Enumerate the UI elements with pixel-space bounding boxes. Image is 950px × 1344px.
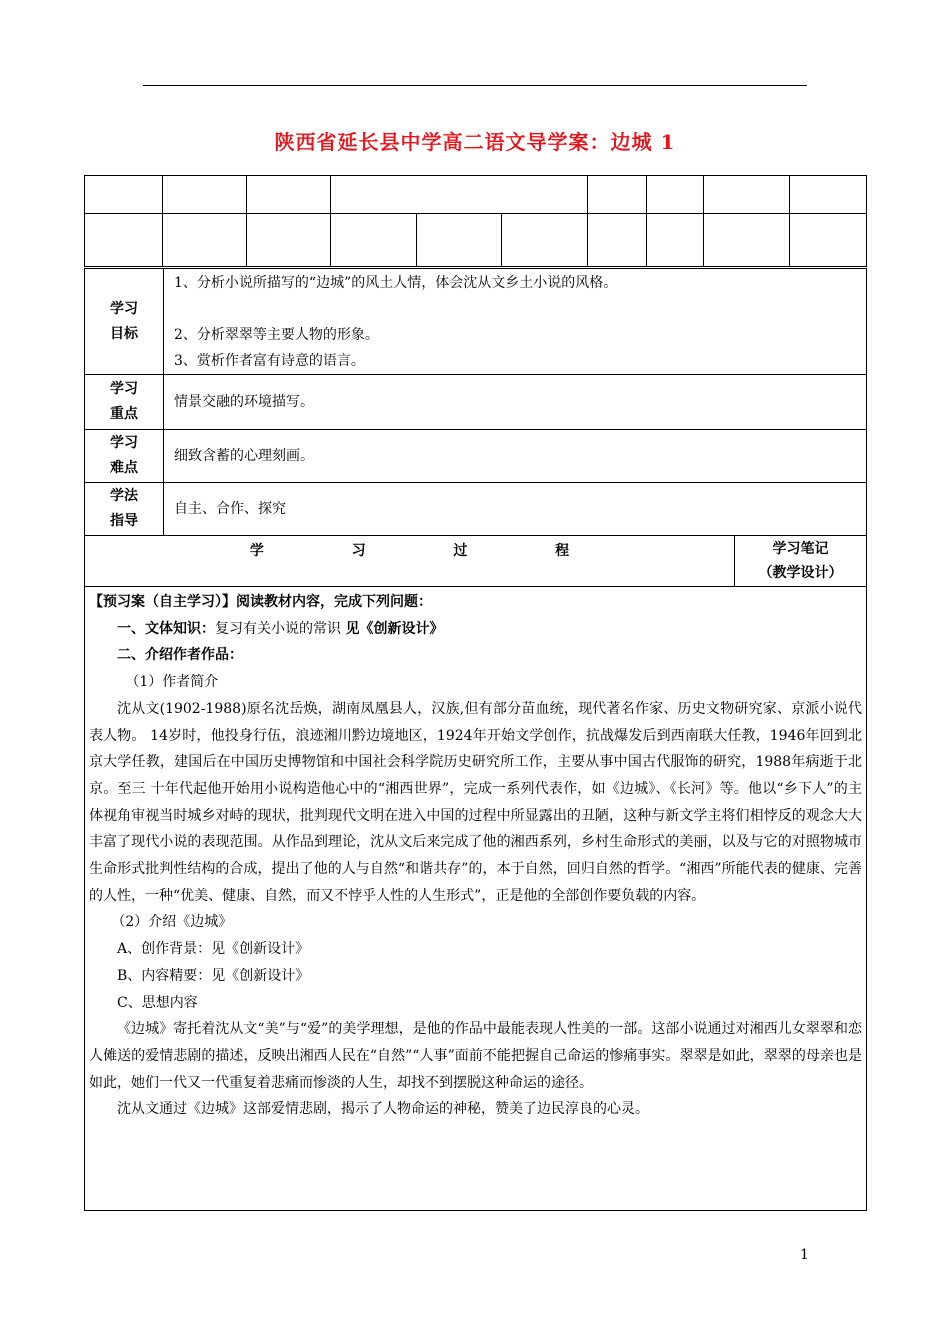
grid-cell bbox=[789, 176, 866, 214]
grid-cell bbox=[588, 176, 646, 214]
grid-cell bbox=[502, 214, 588, 267]
grid-cell bbox=[163, 214, 247, 267]
difficulty-label-text: 学习难点 bbox=[109, 435, 138, 476]
author-bio: 沈从文(1902-1988)原名沈岳焕，湖南凤凰县人，汉族,但有部分苗血统，现代著名作家、历史文物研究家、京派小说代表人物。 14岁时，他投身行伍，浪迹湘川黔边境地区，1924年开始文学创作，抗战爆发后到西南联大任教，1946年回到北京大学任教，建国后在中国历史博物馆和中国社会科学院历史研究所工作，主要从事中国古代服饰的研究，1988年病逝于北京。至三 十年代起他开始用小说构造他心中的“湘西世界”，完成一系列代表作，如《边城》、《长河》等。他以“乡下人”的主体视角审视当时城乡对峙的现状，批判现代文明在进入中国的过程中所显露出的丑陋，这种与新文学主将们相悖反的观念大大丰富了现代小说的表现范围。从作品到理论，沈从文后来完成了他的湘西系列，乡村生命形式的美丽，以及与它的对照物城市生命形式批判性结构的合成，提出了他的人与自然“和谐共存”的，本于自然，回归自然的哲学。“湘西”所能代表的健康、完善的人性，一种“优美、健康、自然，而又不悖乎人性的人生形式”，正是他的全部创作要负载的内容。 bbox=[89, 700, 862, 904]
theme-item: C、思想内容 bbox=[117, 994, 198, 1011]
process-heading-char: 程 bbox=[555, 543, 570, 559]
grid-cell bbox=[417, 214, 502, 267]
difficulty-label bbox=[85, 430, 164, 483]
difficulty-content: 细致含蓄的心理刻画。 bbox=[164, 430, 867, 483]
page-title: 陕西省延长县中学高二语文导学案：边城 1 bbox=[274, 130, 676, 154]
grid-cell bbox=[331, 214, 417, 267]
notes-heading-sub: （教学设计） bbox=[758, 565, 843, 581]
section-1-ref: 见《创新设计》 bbox=[345, 620, 444, 637]
grid-cell bbox=[646, 176, 703, 214]
background-item: A、创作背景：见《创新设计》 bbox=[117, 941, 310, 958]
grid-cell bbox=[85, 176, 163, 214]
grid-cell bbox=[703, 214, 789, 267]
process-heading-char: 学 bbox=[249, 543, 264, 559]
theme-paragraph: 《边城》寄托着沈从文“美”与“爱”的美学理想，是他的作品中最能表现人性美的一部。这部小说通过对湘西儿女翠翠和恋人傩送的爱情悲剧的描述，反映出湘西人民在“自然”“人事”面前不能把握自己命运的惨痛事实。翠翠是如此，翠翠的母亲也是如此，她们一代又一代重复着悲痛而惨淡的人生，却找不到摆脱这种命运的途径。 bbox=[89, 1021, 862, 1091]
objectives-label bbox=[85, 269, 164, 375]
objectives-label-text: 学习目标 bbox=[109, 300, 138, 342]
process-heading bbox=[85, 536, 735, 587]
grid-cell bbox=[646, 214, 703, 267]
process-heading-char: 过 bbox=[453, 543, 468, 559]
grid-cell bbox=[331, 176, 588, 214]
lesson-table bbox=[84, 268, 867, 1211]
info-grid bbox=[84, 175, 867, 267]
page-number: 1 bbox=[800, 1247, 809, 1263]
section-2-heading: 二、介绍作者作品： bbox=[117, 647, 243, 664]
objective-item: 2、分析翠翠等主要人物的形象。 bbox=[174, 327, 379, 343]
focus-label-text: 学习重点 bbox=[109, 381, 138, 422]
method-label bbox=[85, 483, 164, 536]
subsection-author: （1）作者简介 bbox=[125, 674, 219, 691]
objectives-content bbox=[164, 269, 867, 375]
focus-content: 情景交融的环境描写。 bbox=[164, 375, 867, 430]
method-content: 自主、合作、探究 bbox=[164, 483, 867, 536]
preview-heading: 【预习案（自主学习）】阅读教材内容，完成下列问题： bbox=[89, 594, 432, 610]
grid-cell bbox=[85, 214, 163, 267]
focus-label bbox=[85, 375, 164, 430]
notes-heading-title: 学习笔记 bbox=[772, 541, 829, 557]
grid-cell bbox=[247, 214, 331, 267]
header-rule bbox=[143, 85, 807, 86]
section-1 bbox=[89, 616, 862, 643]
objective-item: 1、分析小说所描写的“边城”的风土人情，体会沈从文乡土小说的风格。 bbox=[174, 275, 618, 291]
theme-paragraph: 沈从文通过《边城》这部爱情悲剧，揭示了人物命运的神秘，赞美了边民淳良的心灵。 bbox=[117, 1101, 649, 1118]
process-heading-char: 习 bbox=[351, 543, 366, 559]
subsection-work: （2）介绍《边城》 bbox=[111, 914, 233, 931]
process-body bbox=[85, 587, 867, 1211]
section-1-text: 复习有关小说的常识 bbox=[215, 620, 346, 637]
section-1-heading: 一、文体知识： bbox=[117, 620, 215, 637]
notes-heading bbox=[735, 536, 867, 587]
grid-cell bbox=[703, 176, 789, 214]
grid-cell bbox=[163, 176, 247, 214]
summary-item: B、内容精要：见《创新设计》 bbox=[117, 967, 310, 984]
grid-cell bbox=[588, 214, 646, 267]
grid-cell bbox=[247, 176, 331, 214]
objective-item: 3、赏析作者富有诗意的语言。 bbox=[174, 353, 365, 369]
grid-cell bbox=[789, 214, 866, 267]
method-label-text: 学法指导 bbox=[109, 488, 138, 529]
